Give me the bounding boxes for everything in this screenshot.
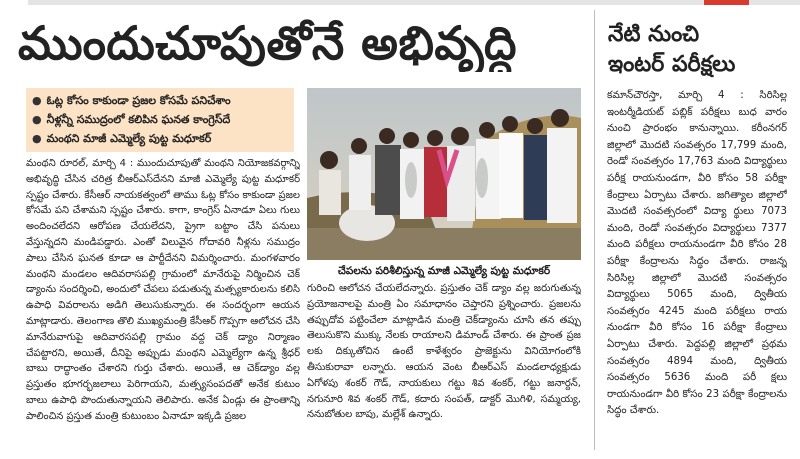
article-body-continued — [307, 281, 581, 451]
top-color-strip — [28, 0, 800, 5]
article-paragraph: గురించి ఆలోచన చేయలేదన్నారు. ప్రస్తుతం చెక్‌ డ్యాం వల్ల జరుగుతున్న ప్రయోజనాలపై మంత్రి ఏం సమాధానం చెప్తారని ప్రశ్నించారు. ప్రజలను తప్పుదోవ పట్టించేలా మాట్లాడిన మంత్రి చెక్‌డ్యాంను చూసి తన తప్పు తెలుసుకొని ముక్కు నేలకు రాయాలని డిమాండ్‌ చేశారు. ఈ ప్రాంత ప్రజ లకు దిక్కుతోచిన ఉంటే కాళేశ్వరం ప్రాజెక్టును వినియోగంలోకి తీసుకురావా లన్నారు. ఆయన వెంట బీఆర్‌ఎస్‌ మండలాధ్యక్షుడు ఏగోళపు శంకర్‌ గౌడ్‌, నాయకులు గట్టు శివ శంకర్‌, గట్టు జనార్దన్‌, నగునూరి శివ శంకర్‌ గౌడ్‌, కదారు సంపత్‌, డాక్టర్‌ మొగిళి, సమ్మయ్య, ననుబోతుల బాపు, మల్లేశ్‌ ఉన్నారు. — [307, 283, 581, 421]
side-story-body — [607, 88, 787, 452]
side-story-title — [608, 20, 788, 80]
side-paragraph: కమాన్‌చౌరస్తా, మార్చి 4 : సిరిసిల్ల ఇంటర్మీడియట్‌ పబ్లిక్‌ పరీక్షలు బుధ వారం నుంచి ప్రారంభం కానున్నాయి. కరీంనగర్‌ జిల్లాలో మొదటి సంవత్సరం 17,799 మంది, రెండో సంవత్సరం 17,763 మంది విద్యార్థులు పరీక్ష రాయనుండగా, వీరి కోసం 58 పరీక్షా కేంద్రాలు ఏర్పాటు చేశారు. జగిత్యాల జిల్లాలో మొదటి సంవత్సరంలో విద్యా ర్థులు 7073 మంది, రెండో సంవత్సరం విద్యార్థులు 7377 మంది పరీక్షలు రాయనుండగా వీరి కోసం 28 పరీక్షా కేంద్రాలను సిద్ధం చేశారు. రాజన్న సిరిసిల్ల జిల్లాలో మొదటి సంవత్సరం విద్యార్థులు 5065 మంది, ద్వితీయ సంవత్సరం 4245 మంది పరీక్షలు రాయ నుండగా వీరి కోసం 16 పరీక్షా కేంద్రాలు ఏర్పాటు చేశారు. పెద్దపల్లి జిల్లాలో ప్రథమ సంవత్సరం 4894 మంది, ద్వితీయ సంవత్సరం 5636 మంది పరీ క్షలు రాయనుండగా వీరి కోసం 23 పరీక్షా కేంద్రాలను సిద్ధం చేశారు. — [607, 90, 787, 417]
bullet-text: ఓట్ల కోసం కాకుండా ప్రజల కోసమే పనిచేశాం — [46, 94, 231, 107]
top-red-accent — [704, 0, 749, 5]
bullet-text: నీళ్లన్నీ సముద్రంలో కలిపిన ఘనత కాంగ్రెస్‌దే — [46, 113, 231, 126]
article-paragraph: మంథని రూరల్‌, మార్చి 4 : ముందుచూపుతో మంథని నియోజకవర్గాన్ని అభివృద్ధి చేసిన చరిత్ర బీఆర్‌ఎస్‌దేనని మాజీ ఎమ్మెల్యే పుట్ట మధూకర్‌ స్పష్టం చేశారు. కేసీఆర్‌ నాయకత్వంలో తాము ఓట్ల కోసం కాకుండా ప్రజల కోసమే పని చేశామని స్పష్టం చేశారు. కాగా, కాంగ్రెస్‌ ఏనాడూ ఏలు గులు అందించలేదని ఆరోపణ చేయలేదని, ప్రైగా బట్టాం చేసి పనులు వేస్తున్నదని మండిపడ్డారు. ఎంతో విలువైన గోదావరి నీళ్లను సముద్రం పాలు చేసిన ఘనత కూడా ఆ పార్టీదేనని విమర్శించారు. మంగళవారం మంథని మండలం ఆదివరాసపల్లి గ్రామంలో మానేరుపై నిర్మించిన చెక్‌ డ్యాంను సందర్శించి, అందులో చేపలు పడుతున్న మత్స్యకారులను కలిసి ఉపాధి వివరాలను అడిగి తెలుసుకున్నారు. ఈ సందర్భంగా ఆయన మాట్లాడారు. తెలంగాణ తొలి ముఖ్యమంత్రి కేసీఆర్‌ గొప్పగా ఆలోచన చేసి మానేరువాగుపై ఆదివారసపల్లి గ్రామం వద్ద చెక్‌ డ్యాం నిర్మాణం చేపట్టారని, అయితే, దీనిపై అప్పుడు మంథని ఎమ్మెల్యేగా ఉన్న శ్రీధర్‌ బాబు రాద్ధాంతం చేశారని గుర్తు చేశారు. అయితే, ఆ చెక్‌డ్యాం వల్ల ప్రస్తుతం భూగర్భజలాలు పెరిగాయని, మత్స్యసంపదతో అనేక కుటుం బాలు ఉపాధి పొందుతున్నాయని తెలిపారు. అనేక ఏండ్లు ఈ ప్రాంతాన్ని పాలించిన ప్రస్తుత మంత్రి కుటుంబం ఏనాడూ ఇక్కడి ప్రజల — [26, 158, 300, 422]
bullet-dot-icon: ● — [32, 132, 42, 145]
headline: ముందుచూపుతోనే అభివృద్ధి — [18, 16, 517, 70]
bullet-dot-icon: ● — [32, 113, 42, 126]
bullet-item — [32, 129, 288, 148]
bullet-item — [32, 110, 288, 129]
news-photo — [307, 88, 581, 260]
bullet-dot-icon: ● — [32, 94, 42, 107]
side-title-line: ఇంటర్‌ పరీక్షలు — [608, 52, 736, 77]
bullet-item — [32, 91, 288, 110]
bullet-text: మంథని మాజీ ఎమ్మెల్యే పుట్ట మధూకర్‌ — [46, 132, 212, 145]
highlight-bullets-box — [26, 88, 294, 152]
column-divider — [594, 10, 595, 450]
photo-caption: చేపలను పరిశీలిస్తున్న మాజీ ఎమ్మెల్యే పుట్ట మధూకర్‌ — [337, 265, 551, 277]
side-title-line: నేటి నుంచి — [608, 22, 700, 47]
photo-illustration — [307, 88, 581, 260]
article-body-left — [26, 156, 300, 452]
